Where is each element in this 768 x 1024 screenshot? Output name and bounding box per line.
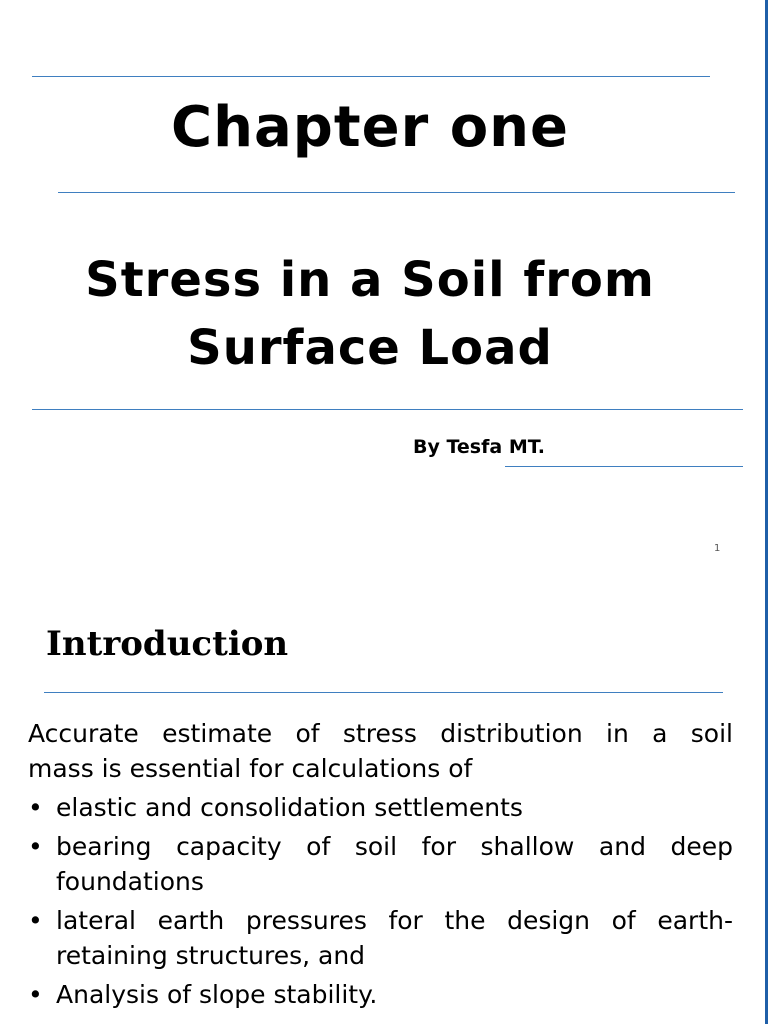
divider-top (32, 76, 710, 77)
intro-paragraph (28, 716, 733, 786)
list-item (28, 977, 733, 1012)
page-number: 1 (714, 543, 721, 554)
bullet-icon: • (28, 832, 43, 861)
subtitle-line-2: Surface Load (187, 320, 553, 376)
list-item (28, 829, 733, 899)
divider-under-subtitle (32, 409, 743, 410)
list-item-text: elastic and consolidation settlements (56, 793, 523, 822)
bullet-icon: • (28, 793, 43, 822)
divider-under-heading (44, 692, 723, 693)
author-line: By Tesfa MT. (413, 436, 546, 458)
list-item (28, 903, 733, 973)
section-heading: Introduction (46, 624, 289, 664)
list-item-text: lateral earth pressures for the design of earth-retaining structures, and (56, 906, 733, 970)
chapter-subtitle (0, 246, 740, 382)
divider-under-author (505, 466, 743, 467)
list-item-text: Analysis of slope stability. (56, 980, 378, 1009)
chapter-title: Chapter one (170, 95, 570, 160)
intro-line-2: mass is essential for calculations of (28, 754, 473, 783)
list-item (28, 790, 733, 825)
list-item-text: bearing capacity of soil for shallow and deep foundations (56, 832, 733, 896)
section-body (28, 716, 733, 1012)
bullet-list (28, 790, 733, 1012)
divider-under-title (58, 192, 735, 193)
bullet-icon: • (28, 906, 43, 935)
subtitle-line-1: Stress in a Soil from (85, 252, 655, 308)
intro-line-1: Accurate estimate of stress distribution in a soil (28, 719, 733, 748)
bullet-icon: • (28, 980, 43, 1009)
